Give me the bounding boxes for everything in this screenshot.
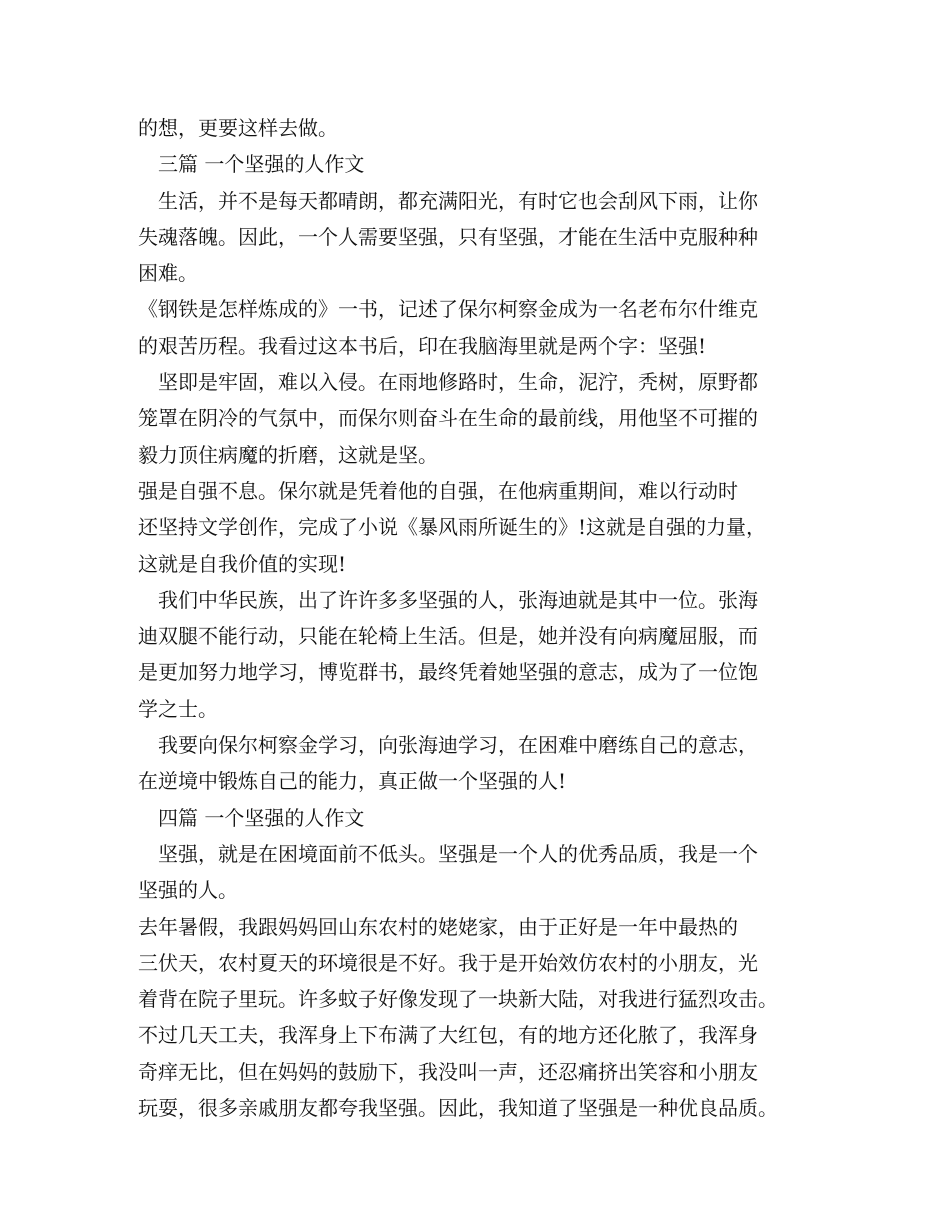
text-line: 还坚持文学创作，完成了小说《暴风雨所诞生的》!这就是自强的力量， (138, 515, 767, 540)
text-line: 奇痒无比，但在妈妈的鼓励下，我没叫一声，还忍痛挤出笑容和小朋友 (138, 1059, 758, 1084)
text-line: 在逆境中锻炼自己的能力，真正做一个坚强的人! (138, 769, 567, 794)
text-line: 着背在院子里玩。许多蚊子好像发现了一块新大陆，对我进行猛烈攻击。 (138, 987, 778, 1012)
text-line: 去年暑假，我跟妈妈回山东农村的姥姥家，由于正好是一年中最热的 (138, 914, 738, 939)
text-line: 失魂落魄。因此，一个人需要坚强，只有坚强，才能在生活中克服种种 (138, 224, 758, 249)
text-line: 的艰苦历程。我看过这本书后，印在我脑海里就是两个字：坚强! (138, 333, 707, 358)
text-line: 我们中华民族，出了许许多多坚强的人，张海迪就是其中一位。张海 (138, 587, 758, 612)
text-line: 毅力顶住病魔的折磨，这就是坚。 (138, 442, 438, 467)
text-line: 是更加努力地学习，博览群书，最终凭着她坚强的意志，成为了一位饱 (138, 660, 758, 685)
section-heading: 四篇 一个坚强的人作文 (138, 805, 365, 830)
text-line: 笼罩在阴冷的气氛中，而保尔则奋斗在生命的最前线，用他坚不可摧的 (138, 406, 758, 431)
section-heading: 三篇 一个坚强的人作文 (138, 152, 365, 177)
text-line: 坚强，就是在困境面前不低头。坚强是一个人的优秀品质，我是一个 (138, 841, 758, 866)
text-line: 《钢铁是怎样炼成的》一书，记述了保尔柯察金成为一名老布尔什维克 (138, 297, 758, 322)
text-line: 的想，更要这样去做。 (138, 116, 338, 140)
text-line: 三伏天，农村夏天的环境很是不好。我于是开始效仿农村的小朋友，光 (138, 950, 758, 975)
text-line: 生活，并不是每天都晴朗，都充满阳光，有时它也会刮风下雨，让你 (138, 188, 758, 213)
text-line: 我要向保尔柯察金学习，向张海迪学习，在困难中磨练自己的意志， (138, 733, 758, 758)
text-line: 学之士。 (138, 696, 218, 721)
document-body (138, 110, 818, 1126)
text-line: 坚强的人。 (138, 878, 238, 903)
text-line: 坚即是牢固，难以入侵。在雨地修路时，生命，泥泞，秃树，原野都 (138, 370, 758, 395)
text-line: 迪双腿不能行动，只能在轮椅上生活。但是，她并没有向病魔屈服，而 (138, 624, 758, 649)
text-line: 困难。 (138, 261, 198, 286)
text-line: 这就是自我价值的实现! (138, 551, 347, 576)
text-line: 玩耍，很多亲戚朋友都夸我坚强。因此，我知道了坚强是一种优良品质。 (138, 1096, 778, 1121)
text-line: 强是自强不息。保尔就是凭着他的自强，在他病重期间，难以行动时 (138, 478, 738, 503)
text-line: 不过几天工夫，我浑身上下布满了大红包，有的地方还化脓了，我浑身 (138, 1023, 758, 1048)
